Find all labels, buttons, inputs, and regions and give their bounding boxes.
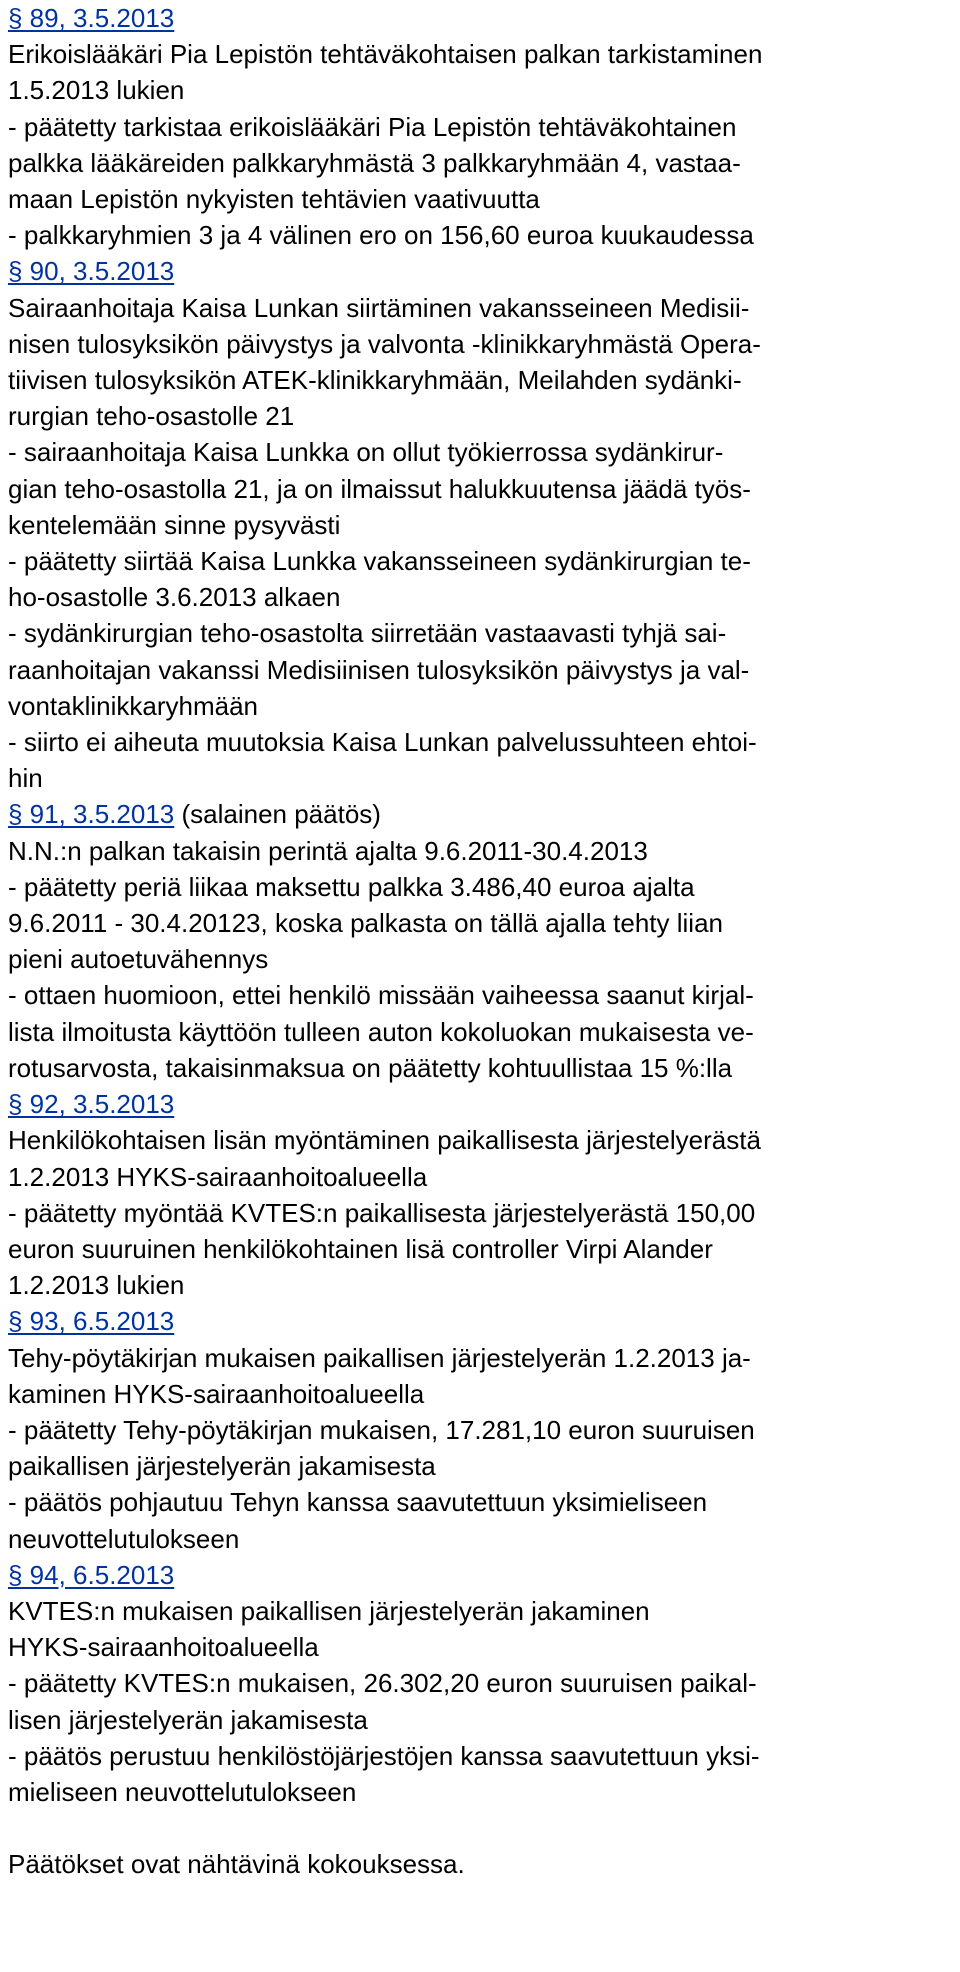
- text-line: - sairaanhoitaja Kaisa Lunkka on ollut työkierrossa sydänkirur-: [8, 437, 724, 468]
- text-line: hin: [8, 763, 43, 794]
- text-line: kentelemään sinne pysyvästi: [8, 509, 341, 540]
- text-line: maan Lepistön nykyisten tehtävien vaativuutta: [8, 184, 540, 215]
- text-line: Henkilökohtaisen lisän myöntäminen paikallisesta järjestelyerästä: [8, 1125, 761, 1156]
- text-line: Erikoislääkäri Pia Lepistön tehtäväkohtaisen palkan tarkistaminen: [8, 39, 763, 70]
- text-line: paikallisen järjestelyerän jakamisesta: [8, 1451, 436, 1482]
- text-line: tiivisen tulosyksikön ATEK-klinikkaryhmään, Meilahden sydänki-: [8, 365, 742, 396]
- text-line: - päätetty tarkistaa erikoislääkäri Pia Lepistön tehtäväkohtainen: [8, 111, 737, 142]
- text-line: nisen tulosyksikön päivystys ja valvonta -klinikkaryhmästä Opera-: [8, 328, 761, 359]
- text-line: 1.2.2013 HYKS-sairaanhoitoalueella: [8, 1161, 428, 1192]
- section-heading: [8, 1303, 952, 1339]
- text-line: Tehy-pöytäkirjan mukaisen paikallisen järjestelyerän 1.2.2013 ja-: [8, 1342, 751, 1373]
- section-suffix: (salainen päätös): [174, 799, 381, 830]
- text-line: - ottaen huomioon, ettei henkilö missään vaiheessa saanut kirjal-: [8, 980, 754, 1011]
- text-line: KVTES:n mukaisen paikallisen järjestelyerän jakaminen: [8, 1595, 650, 1626]
- text-line: - päätetty Tehy-pöytäkirjan mukaisen, 17.281,10 euron suuruisen: [8, 1414, 755, 1445]
- text-line: HYKS-sairaanhoitoalueella: [8, 1632, 319, 1663]
- text-line: 1.2.2013 lukien: [8, 1270, 185, 1301]
- text-line: rurgian teho-osastolle 21: [8, 401, 295, 432]
- section-link[interactable]: § 89, 3.5.2013: [8, 3, 175, 33]
- text-line: vontaklinikkaryhmään: [8, 690, 259, 721]
- text-line: N.N.:n palkan takaisin perintä ajalta 9.6.2011-30.4.2013: [8, 835, 648, 866]
- text-line: 9.6.2011 - 30.4.20123, koska palkasta on tällä ajalla tehty liian: [8, 908, 723, 939]
- text-line: mieliseen neuvottelutulokseen: [8, 1776, 357, 1807]
- text-line: - päätetty periä liikaa maksettu palkka 3.486,40 euroa ajalta: [8, 871, 695, 902]
- decision-list: [8, 0, 952, 1810]
- section-heading: [8, 796, 952, 832]
- text-line: - päätös pohjautuu Tehyn kanssa saavutettuun yksimieliseen: [8, 1487, 708, 1518]
- text-line: - päätetty myöntää KVTES:n paikallisesta järjestelyerästä 150,00: [8, 1197, 756, 1228]
- section-heading: [8, 253, 952, 289]
- footer-note: Päätökset ovat nähtävinä kokouksessa.: [8, 1849, 465, 1880]
- text-line: - sydänkirurgian teho-osastolta siirretään vastaavasti tyhjä sai-: [8, 618, 727, 649]
- text-line: 1.5.2013 lukien: [8, 75, 185, 106]
- text-line: lisen järjestelyerän jakamisesta: [8, 1704, 368, 1735]
- text-line: euron suuruinen henkilökohtainen lisä controller Virpi Alander: [8, 1233, 713, 1264]
- text-line: - päätetty KVTES:n mukaisen, 26.302,20 euron suuruisen paikal-: [8, 1668, 757, 1699]
- text-line: kaminen HYKS-sairaanhoitoalueella: [8, 1378, 425, 1409]
- text-line: - päätös perustuu henkilöstöjärjestöjen kanssa saavutettuun yksi-: [8, 1740, 760, 1771]
- text-line: neuvottelutulokseen: [8, 1523, 240, 1554]
- text-line: rotusarvosta, takaisinmaksua on päätetty kohtuullistaa 15 %:lla: [8, 1052, 733, 1083]
- section-link[interactable]: § 90, 3.5.2013: [8, 256, 175, 287]
- section-link[interactable]: § 91, 3.5.2013: [8, 799, 175, 830]
- text-line: raanhoitajan vakanssi Medisiinisen tulosyksikön päivystys ja val-: [8, 654, 750, 685]
- text-line: Sairaanhoitaja Kaisa Lunkan siirtäminen vakansseineen Medisii-: [8, 292, 750, 323]
- text-line: - palkkaryhmien 3 ja 4 välinen ero on 156,60 euroa kuukaudessa: [8, 220, 754, 251]
- section-heading: [8, 1086, 952, 1122]
- text-line: gian teho-osastolla 21, ja on ilmaissut halukkuutensa jäädä työs-: [8, 473, 751, 504]
- section-link[interactable]: § 93, 6.5.2013: [8, 1306, 175, 1337]
- text-line: - päätetty siirtää Kaisa Lunkka vakansseineen sydänkirurgian te-: [8, 546, 751, 577]
- section-link[interactable]: § 94, 6.5.2013: [8, 1559, 175, 1590]
- section-heading: [8, 0, 952, 36]
- section-heading: [8, 1557, 952, 1593]
- text-line: ho-osastolle 3.6.2013 alkaen: [8, 582, 341, 613]
- section-link[interactable]: § 92, 3.5.2013: [8, 1089, 175, 1120]
- text-line: lista ilmoitusta käyttöön tulleen auton kokoluokan mukaisesta ve-: [8, 1016, 754, 1047]
- text-line: - siirto ei aiheuta muutoksia Kaisa Lunkan palvelussuhteen ehtoi-: [8, 727, 757, 758]
- text-line: pieni autoetuvähennys: [8, 944, 269, 975]
- text-line: palkka lääkäreiden palkkaryhmästä 3 palkkaryhmään 4, vastaa-: [8, 147, 741, 178]
